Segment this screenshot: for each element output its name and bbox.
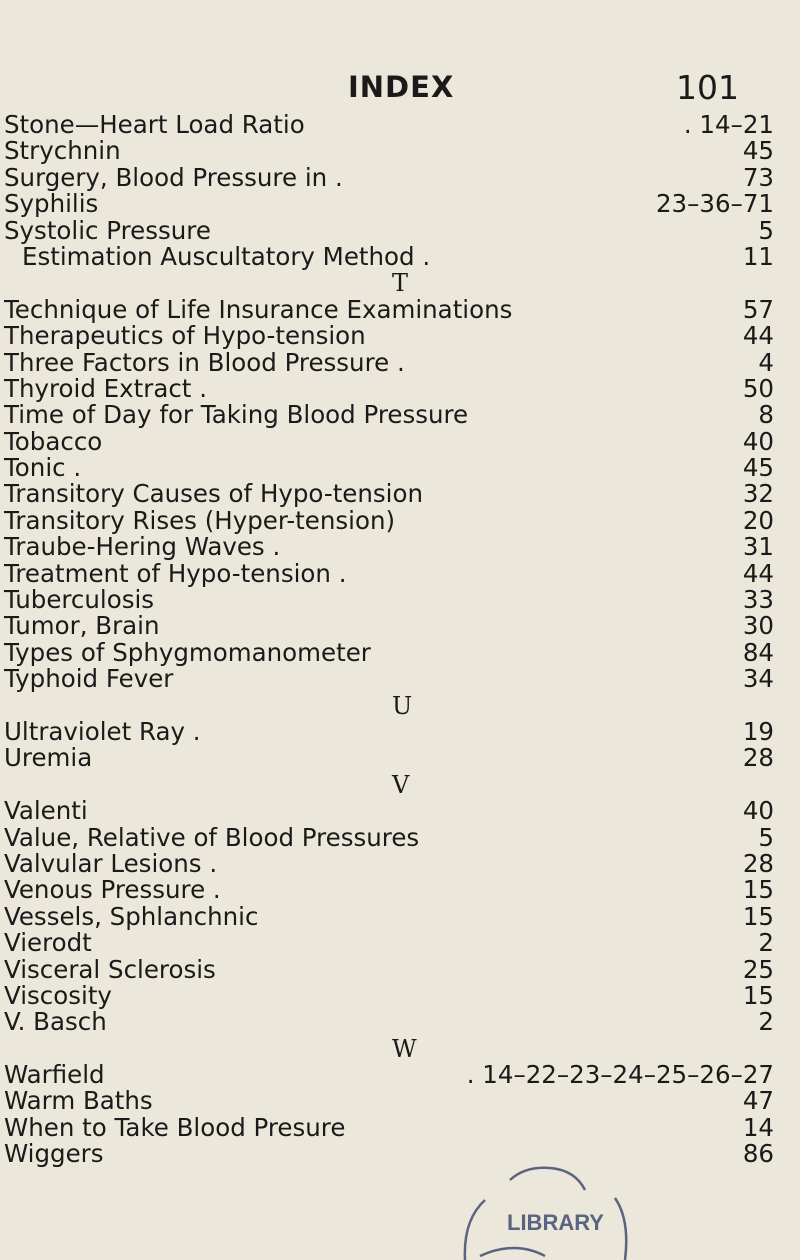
index-entry [0, 347, 800, 377]
entry-term: Tobacco [4, 426, 103, 456]
index-entry [0, 716, 800, 746]
index-entry [0, 373, 800, 403]
entry-term: Uremia [4, 743, 93, 773]
entry-term: Warfield [4, 1060, 105, 1090]
entry-pages: 19 [742, 716, 774, 746]
entry-pages: 45 [742, 136, 774, 166]
entry-pages: 5 [758, 822, 774, 852]
stamp-outline [615, 1198, 626, 1260]
index-entry [0, 481, 800, 507]
entry-pages: 4 [758, 347, 774, 377]
index-entry [0, 822, 800, 852]
entry-term: Transitory Causes of Hypo-tension [4, 479, 424, 509]
entry-pages: 14 [742, 1112, 774, 1142]
entry-pages: 45 [742, 453, 774, 483]
index-entries [0, 112, 800, 1168]
entry-term: Traube-Hering Waves . [4, 532, 281, 562]
entry-pages: 11 [742, 241, 774, 271]
entry-term: Therapeutics of Hypo-tension [4, 321, 366, 351]
page-title: INDEX [348, 70, 455, 104]
entry-pages: 20 [742, 505, 774, 535]
entry-term: Systolic Pressure [4, 215, 211, 245]
section-letter [0, 693, 800, 719]
entry-term: Tumor, Brain [4, 611, 160, 641]
entry-pages: 25 [742, 954, 774, 984]
entry-pages: 44 [742, 321, 774, 351]
index-entry [0, 637, 800, 667]
index-entry [0, 505, 800, 535]
entry-pages: 31 [742, 532, 774, 562]
entry-term: Vessels, Sphlanchnic [4, 901, 259, 931]
index-entry [0, 1112, 800, 1142]
index-entry [0, 558, 800, 588]
library-stamp [455, 1160, 655, 1260]
entry-term: Valvular Lesions . [4, 848, 218, 878]
entry-term: Estimation Auscultatory Method . [22, 241, 431, 271]
entry-pages: 73 [742, 162, 774, 192]
entry-pages: 2 [758, 1007, 774, 1037]
section-letter [0, 1036, 800, 1062]
entry-term: Treatment of Hypo-tension . [4, 558, 347, 588]
entry-term: Venous Pressure . [4, 875, 221, 905]
index-subentry [0, 241, 800, 271]
entry-term: Syphilis [4, 189, 99, 219]
entry-pages: 28 [742, 848, 774, 878]
entry-term: Viscosity [4, 980, 112, 1010]
index-entry [0, 798, 800, 824]
page-header [0, 70, 800, 110]
entry-term: Types of Sphygmomanometer [4, 637, 371, 667]
entry-pages: 57 [742, 294, 774, 324]
index-entry [0, 1141, 800, 1167]
entry-term: Wiggers [4, 1139, 104, 1169]
entry-term: Value, Relative of Blood Pressures [4, 822, 420, 852]
section-letter [0, 772, 800, 798]
index-entry [0, 587, 800, 613]
stamp-flourish [480, 1248, 545, 1256]
entry-term: Strychnin [4, 136, 121, 166]
entry-pages: 40 [742, 426, 774, 456]
entry-term: Time of Day for Taking Blood Pressure [4, 400, 469, 430]
entry-term: Tonic . [4, 453, 82, 483]
entry-term: V. Basch [4, 1007, 107, 1037]
index-entry [0, 1088, 800, 1114]
entry-term: Thyroid Extract . [4, 373, 207, 403]
section-letter-label: V [392, 770, 410, 799]
entry-pages: 8 [758, 400, 774, 430]
index-entry [0, 402, 800, 428]
entry-term: Ultraviolet Ray . [4, 716, 201, 746]
index-entry [0, 980, 800, 1010]
index-entry [0, 745, 800, 771]
index-entry [0, 426, 800, 456]
entry-pages: 30 [742, 611, 774, 641]
entry-term: Visceral Sclerosis [4, 954, 216, 984]
entry-term: Stone—Heart Load Ratio [4, 110, 305, 139]
entry-pages: 33 [742, 585, 774, 615]
section-letter-label: U [392, 691, 413, 720]
entry-pages: 5 [758, 215, 774, 245]
index-entry [0, 954, 800, 984]
entry-pages: 44 [742, 558, 774, 588]
index-entry [0, 323, 800, 349]
entry-pages: 47 [742, 1086, 774, 1116]
entry-term: When to Take Blood Presure [4, 1112, 346, 1142]
stamp-outline [465, 1200, 485, 1260]
index-entry [0, 1062, 800, 1088]
entry-pages: 15 [742, 901, 774, 931]
entry-term: Tuberculosis [4, 585, 155, 615]
entry-pages: . 14–21 [683, 110, 774, 139]
index-entry [0, 455, 800, 481]
entry-term: Surgery, Blood Pressure in . [4, 162, 343, 192]
entry-pages: 2 [758, 928, 774, 958]
page-number: 101 [676, 68, 739, 107]
index-entry [0, 613, 800, 639]
index-entry [0, 877, 800, 903]
entry-pages: . 14–22–23–24–25–26–27 [466, 1060, 774, 1090]
entry-pages: 28 [742, 743, 774, 773]
entry-term: Valenti [4, 796, 88, 826]
entry-pages: 86 [742, 1139, 774, 1169]
index-entry [0, 848, 800, 878]
entry-term: Technique of Life Insurance Examinations [4, 294, 513, 324]
entry-pages: 50 [742, 373, 774, 403]
section-letter [0, 270, 800, 296]
entry-term: Typhoid Fever [4, 664, 174, 694]
index-entry [0, 930, 800, 956]
entry-term: Warm Baths [4, 1086, 153, 1116]
index-entry [0, 534, 800, 560]
index-entry [0, 1009, 800, 1035]
entry-pages: 15 [742, 875, 774, 905]
entry-pages: 40 [742, 796, 774, 826]
index-entry [0, 215, 800, 245]
index-entry [0, 901, 800, 931]
entry-term: Transitory Rises (Hyper-tension) [4, 505, 396, 535]
index-entry [0, 666, 800, 692]
entry-term: Vierodt [4, 928, 92, 958]
index-entry [0, 112, 800, 138]
index-entry [0, 191, 800, 217]
entry-pages: 32 [742, 479, 774, 509]
index-entry [0, 294, 800, 324]
entry-pages: 15 [742, 980, 774, 1010]
index-entry [0, 138, 800, 164]
section-letter-label: W [392, 1034, 417, 1063]
stamp-swirl [510, 1168, 585, 1190]
index-entry [0, 162, 800, 192]
stamp-text: LIBRARY [507, 1210, 604, 1235]
entry-pages: 23–36–71 [655, 189, 774, 219]
entry-pages: 84 [742, 637, 774, 667]
entry-term: Three Factors in Blood Pressure . [4, 347, 405, 377]
section-letter-label: T [392, 269, 409, 298]
entry-pages: 34 [742, 664, 774, 694]
